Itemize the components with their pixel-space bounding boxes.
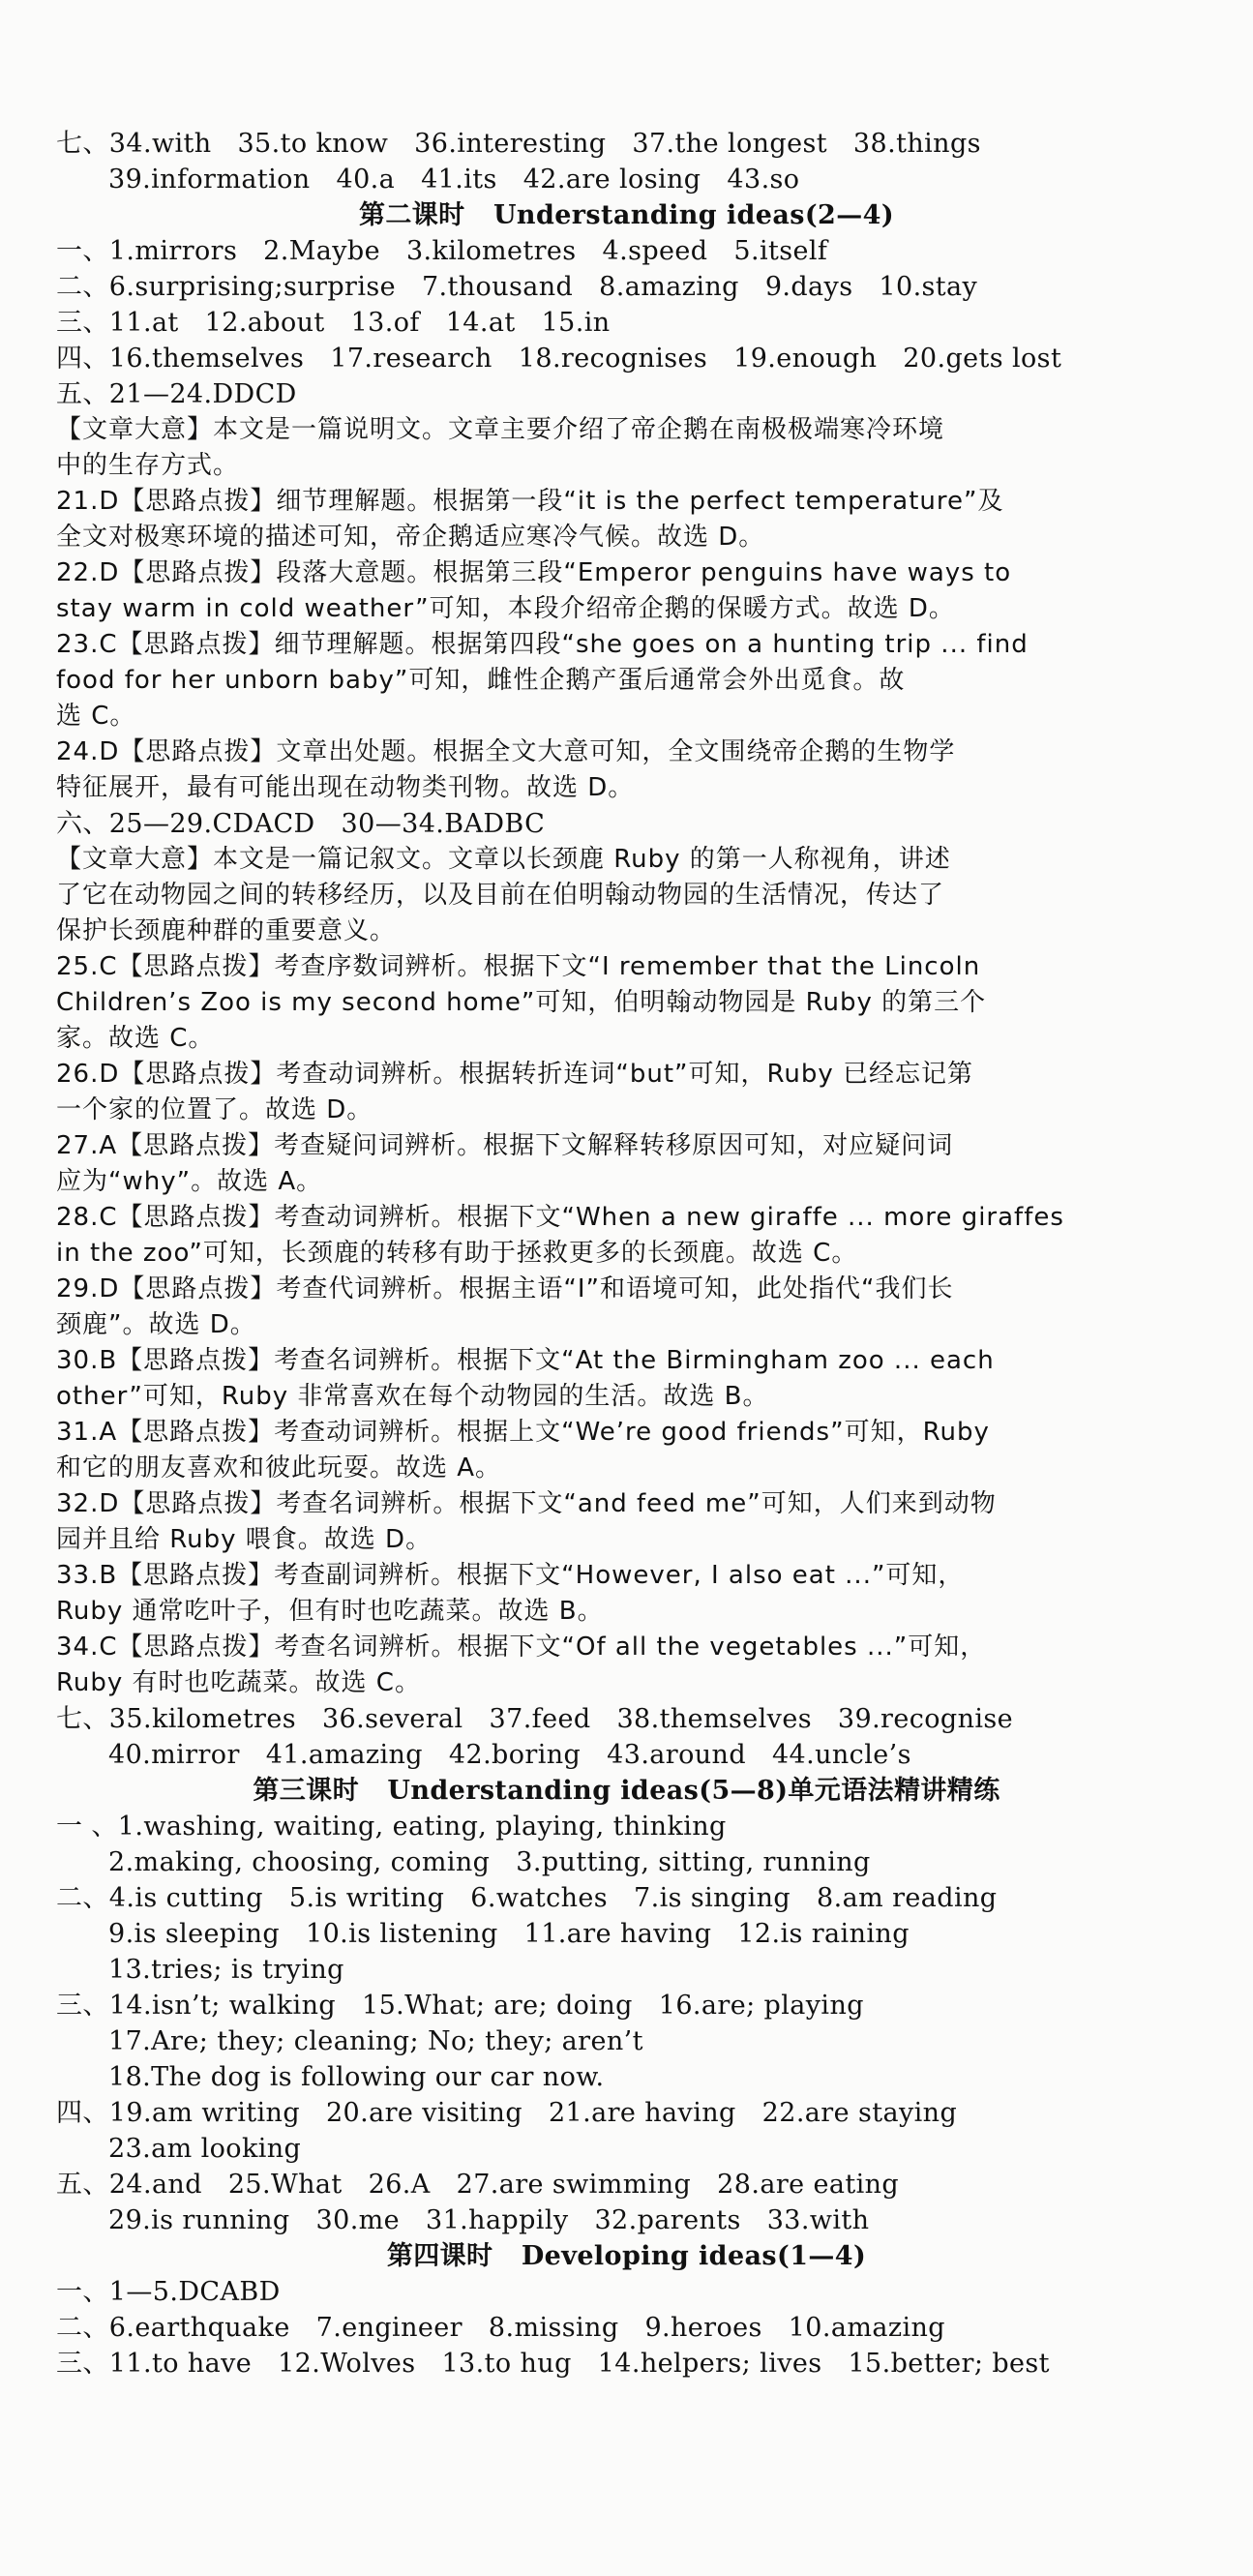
answer-line: 9.is sleeping 10.is listening 11.are having 12.is raining [108,1919,910,1949]
answer-line: 一 、1.washing, waiting, eating, playing, thinking [56,1812,727,1842]
answer-line: 三、14.isn’t; walking 15.What; are; doing 16.are; playing [56,1991,864,2021]
answer-line: 园并且给 Ruby 喂食。故选 D。 [56,1525,433,1554]
answer-line: 家。故选 C。 [56,1024,215,1053]
answer-line: 和它的朋友喜欢和彼此玩耍。故选 A。 [56,1453,502,1483]
answer-line: 27.A【思路点拨】考查疑问词辨析。根据下文解释转移原因可知，对应疑问词 [56,1131,954,1160]
answer-line: 一个家的位置了。故选 D。 [56,1095,373,1124]
answer-line: 三、11.at 12.about 13.of 14.at 15.in [56,308,611,338]
answer-line: 颈鹿”。故选 D。 [56,1310,256,1339]
answer-line: in the zoo”可知，长颈鹿的转移有助于拯救更多的长颈鹿。故选 C。 [56,1239,858,1268]
answer-line: 13.tries; is trying [108,1955,344,1985]
answer-line: stay warm in cold weather”可知，本段介绍帝企鹅的保暖方式。故选 D。 [56,594,955,623]
answer-line: 23.am looking [108,2134,302,2164]
answer-line: 40.mirror 41.amazing 42.boring 43.around 44.uncle’s [108,1740,911,1770]
answer-line: 五、21—24.DDCD [56,379,297,409]
answer-line: 17.Are; they; cleaning; No; they; aren’t [108,2026,643,2056]
answer-line: 特征展开，最有可能出现在动物类刊物。故选 D。 [56,773,635,802]
answer-line: 2.making, choosing, coming 3.putting, sitting, running [108,1847,871,1877]
answer-line: 33.B【思路点拨】考查副词辨析。根据下文“However, I also eat ...”可知， [56,1561,965,1590]
answer-line: 18.The dog is following our car now. [108,2062,605,2092]
answer-line: 三、11.to have 12.Wolves 13.to hug 14.helpers; lives 15.better; best [56,2349,1050,2379]
section-heading: 第四课时 Developing ideas(1—4) [386,2241,867,2271]
answer-line: 应为“why”。故选 A。 [56,1167,323,1196]
answer-line: 34.C【思路点拨】考查名词辨析。根据下文“Of all the vegetables ...”可知， [56,1632,987,1662]
answer-line: 七、35.kilometres 36.several 37.feed 38.themselves 39.recognise [56,1704,1014,1734]
answer-line: 七、34.with 35.to know 36.interesting 37.the longest 38.things [56,129,981,159]
answer-line: 六、25—29.CDACD 30—34.BADBC [56,809,546,839]
answer-line: 29.D【思路点拨】考查代词辨析。根据主语“I”和语境可知，此处指代“我们长 [56,1274,954,1303]
answer-line: 24.D【思路点拨】文章出处题。根据全文大意可知，全文围绕帝企鹅的生物学 [56,737,956,766]
answer-line: 30.B【思路点拨】考查名词辨析。根据下文“At the Birmingham zoo ... each [56,1346,995,1375]
answer-line: 二、6.earthquake 7.engineer 8.missing 9.heroes 10.amazing [56,2313,945,2343]
answer-line: 31.A【思路点拨】考查动词辨析。根据上文“We’re good friends”可知，Ruby [56,1418,990,1447]
answer-line: 28.C【思路点拨】考查动词辨析。根据下文“When a new giraffe ... more giraffes [56,1203,1064,1232]
answer-line: 26.D【思路点拨】考查动词辨析。根据转折连词“but”可知，Ruby 已经忘记第 [56,1060,974,1089]
answer-line: 四、16.themselves 17.research 18.recognises 19.enough 20.gets lost [56,344,1062,374]
answer-line: 39.information 40.a 41.its 42.are losing 43.so [108,165,800,195]
answer-line: 32.D【思路点拨】考查名词辨析。根据下文“and feed me”可知，人们来到动物 [56,1489,997,1518]
answer-line: Ruby 通常吃叶子，但有时也吃蔬菜。故选 B。 [56,1597,604,1626]
answer-line: 21.D【思路点拨】细节理解题。根据第一段“it is the perfect temperature”及 [56,487,1004,516]
answer-line: 二、6.surprising;surprise 7.thousand 8.amazing 9.days 10.stay [56,272,978,302]
answer-line: 一、1.mirrors 2.Maybe 3.kilometres 4.speed 5.itself [56,236,828,266]
answer-line: 25.C【思路点拨】考查序数词辨析。根据下文“I remember that the Lincoln [56,952,981,981]
answer-line: food for her unborn baby”可知，雌性企鹅产蛋后通常会外出觅食。故 [56,666,906,695]
section-heading: 第三课时 Understanding ideas(5—8)单元语法精讲精练 [253,1776,1000,1806]
answer-line: 23.C【思路点拨】细节理解题。根据第四段“she goes on a hunting trip ... find [56,630,1029,659]
answer-line: 29.is running 30.me 31.happily 32.parents 33.with [108,2205,870,2235]
answer-line: 【文章大意】本文是一篇记叙文。文章以长颈鹿 Ruby 的第一人称视角，讲述 [56,845,951,874]
answer-line: 二、4.is cutting 5.is writing 6.watches 7.is singing 8.am reading [56,1883,998,1913]
answer-line: Ruby 有时也吃蔬菜。故选 C。 [56,1668,421,1697]
answer-line: 四、19.am writing 20.are visiting 21.are having 22.are staying [56,2098,958,2128]
answer-line: other”可知，Ruby 非常喜欢在每个动物园的生活。故选 B。 [56,1382,769,1411]
answer-line: 保护长颈鹿种群的重要意义。 [56,916,397,945]
answer-line: 选 C。 [56,702,136,731]
answer-line: 五、24.and 25.What 26.A 27.are swimming 28.are eating [56,2170,900,2200]
answer-line: 全文对极寒环境的描述可知，帝企鹅适应寒冷气候。故选 D。 [56,523,765,552]
answer-line: 中的生存方式。 [56,451,240,480]
answer-line: 一、1—5.DCABD [56,2277,281,2307]
answer-line: 了它在动物园之间的转移经历，以及目前在伯明翰动物园的生活情况，传达了 [56,881,945,910]
answer-line: 22.D【思路点拨】段落大意题。根据第三段“Emperor penguins have ways to [56,558,1012,587]
answer-line: 【文章大意】本文是一篇说明文。文章主要介绍了帝企鹅在南极极端寒冷环境 [56,415,945,444]
answer-line: Children’s Zoo is my second home”可知，伯明翰动物园是 Ruby 的第三个 [56,988,987,1017]
section-heading: 第二课时 Understanding ideas(2—4) [358,200,895,230]
